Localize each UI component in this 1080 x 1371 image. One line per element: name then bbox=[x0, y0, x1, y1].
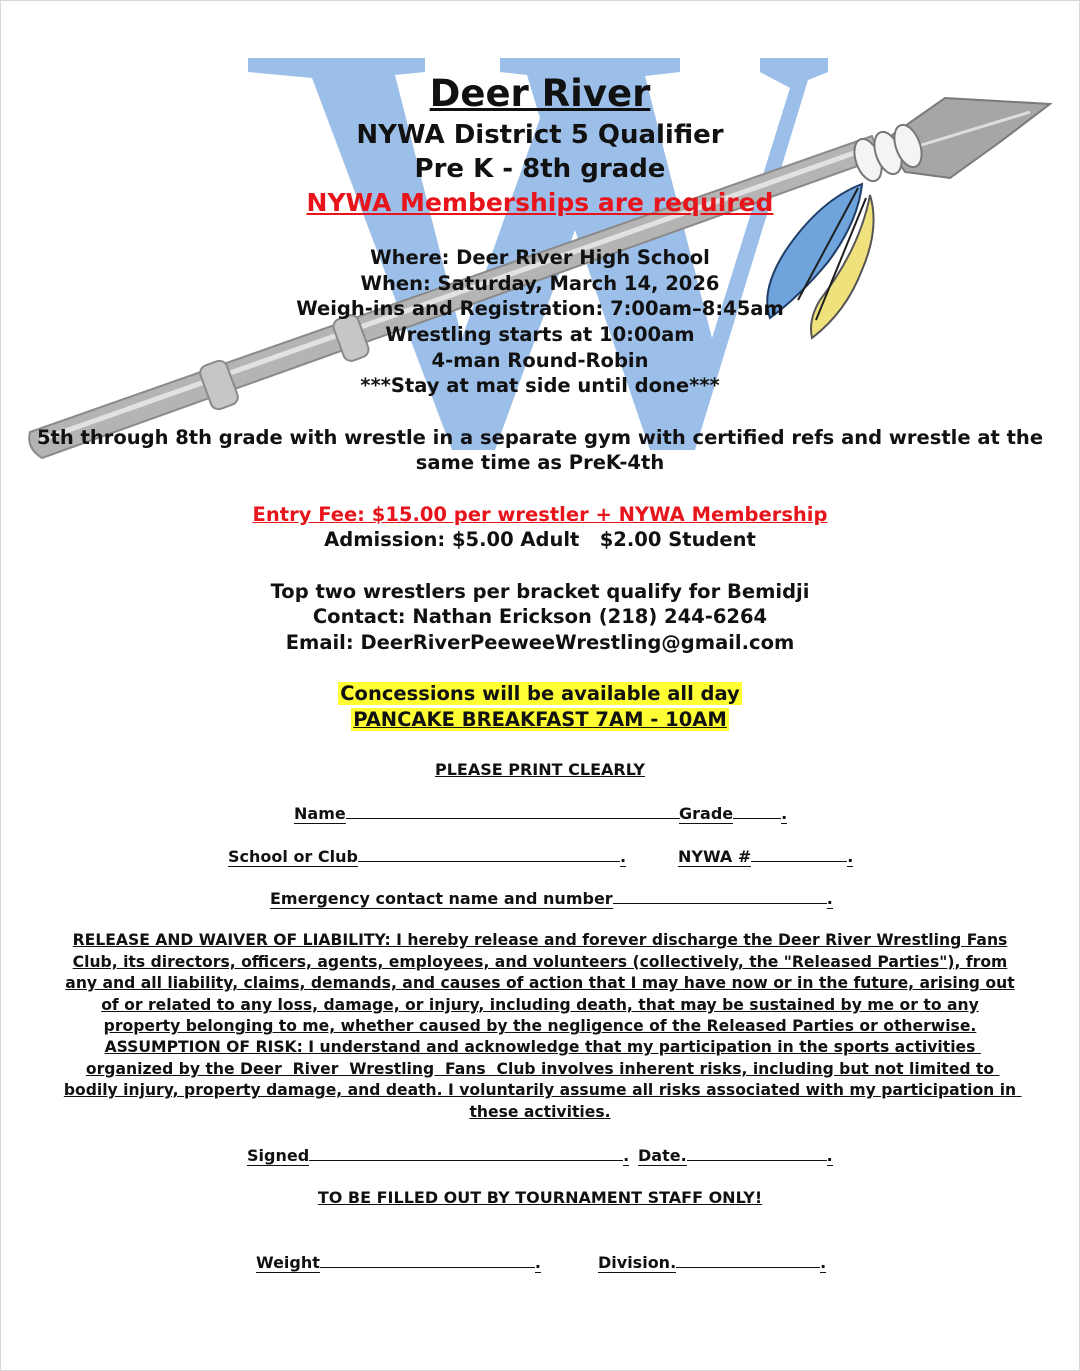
weight-label: Weight bbox=[256, 1253, 320, 1272]
signed-label: Signed bbox=[247, 1146, 310, 1165]
contact-info: Contact: Nathan Erickson (218) 244-6264 bbox=[312, 605, 768, 628]
school-row: School or Club . bbox=[228, 847, 627, 866]
separate-gym-line-2: same time as PreK-4th bbox=[415, 451, 665, 474]
separate-gym-line-1: 5th through 8th grade with wrestle in a separate gym with certified refs and wrestle at the bbox=[36, 426, 1044, 449]
weigh-ins-time: Weigh-ins and Registration: 7:00am–8:45am bbox=[296, 297, 784, 320]
event-date: When: Saturday, March 14, 2026 bbox=[360, 272, 720, 295]
weight-row: Weight . bbox=[256, 1253, 541, 1272]
assumption-of-risk-text: ASSUMPTION OF RISK: I understand and acknowledge that my participation in the sports activities organized by the Deer River Wrestling Fans Club involves inherent risks, including but not limited to bodily injury, property damage, and death. I voluntarily assume all risks associated with my participation in these activities. bbox=[63, 1038, 1022, 1121]
grade-range: Pre K - 8th grade bbox=[414, 154, 666, 184]
name-field[interactable] bbox=[346, 803, 680, 819]
nywa-number-label: NYWA # bbox=[678, 847, 752, 866]
division-field[interactable] bbox=[676, 1252, 820, 1268]
release-waiver-text: RELEASE AND WAIVER OF LIABILITY: I hereby release and forever discharge the Deer River Wrestling Fans Club, its directors, officers, agents, employees, and volunteers (collectively, the "Released Parties"), from any and all liability, claims, demands, and causes of action that I may have now or in the future, arising out of or related to any loss, damage, or injury, including death, that may be sustained by me or to any property belonging to me, whether caused by the negligence of the Released Parties or otherwise. bbox=[65, 931, 1015, 1036]
grade-row: Grade . bbox=[679, 804, 788, 823]
pancake-breakfast: PANCAKE BREAKFAST 7AM - 10AM bbox=[353, 708, 727, 731]
event-title: Deer River bbox=[429, 72, 651, 115]
weight-field[interactable] bbox=[320, 1252, 535, 1268]
admission-prices: Admission: $5.00 Adult $2.00 Student bbox=[324, 528, 756, 551]
signature-field[interactable] bbox=[309, 1145, 623, 1161]
concessions-notice: Concessions will be available all day bbox=[340, 682, 740, 705]
location: Where: Deer River High School bbox=[370, 246, 710, 269]
event-subtitle: NYWA District 5 Qualifier bbox=[356, 120, 724, 150]
signature-row: Signed . bbox=[247, 1146, 630, 1165]
name-row bbox=[294, 803, 680, 823]
qualify-info: Top two wrestlers per bracket qualify for Bemidji bbox=[270, 580, 810, 603]
date-row: Date. . bbox=[638, 1146, 833, 1165]
nywa-row: NYWA # . bbox=[678, 847, 854, 866]
grade-field[interactable] bbox=[733, 803, 781, 819]
emergency-contact-field[interactable] bbox=[613, 888, 827, 904]
entry-fee: Entry Fee: $15.00 per wrestler + NYWA Membership bbox=[252, 503, 828, 526]
division-label: Division. bbox=[598, 1253, 677, 1272]
membership-notice: NYWA Memberships are required bbox=[306, 188, 774, 217]
contact-email: Email: DeerRiverPeeweeWrestling@gmail.com bbox=[285, 631, 795, 654]
start-time: Wrestling starts at 10:00am bbox=[385, 323, 695, 346]
tournament-format: 4-man Round-Robin bbox=[431, 349, 649, 372]
name-label: Name bbox=[294, 804, 346, 823]
nywa-number-field[interactable] bbox=[751, 846, 847, 862]
emergency-row: Emergency contact name and number . bbox=[270, 889, 833, 908]
mat-side-notice: ***Stay at mat side until done*** bbox=[360, 374, 720, 397]
staff-only-heading: TO BE FILLED OUT BY TOURNAMENT STAFF ONLY! bbox=[317, 1188, 763, 1207]
grade-label: Grade bbox=[679, 804, 734, 823]
emergency-contact-label: Emergency contact name and number bbox=[270, 889, 613, 908]
school-field[interactable] bbox=[358, 846, 620, 862]
print-clearly-heading: PLEASE PRINT CLEARLY bbox=[435, 760, 645, 779]
date-field[interactable] bbox=[687, 1145, 827, 1161]
school-label: School or Club bbox=[228, 847, 358, 866]
date-label: Date. bbox=[638, 1146, 687, 1165]
division-row: Division. . bbox=[598, 1253, 827, 1272]
